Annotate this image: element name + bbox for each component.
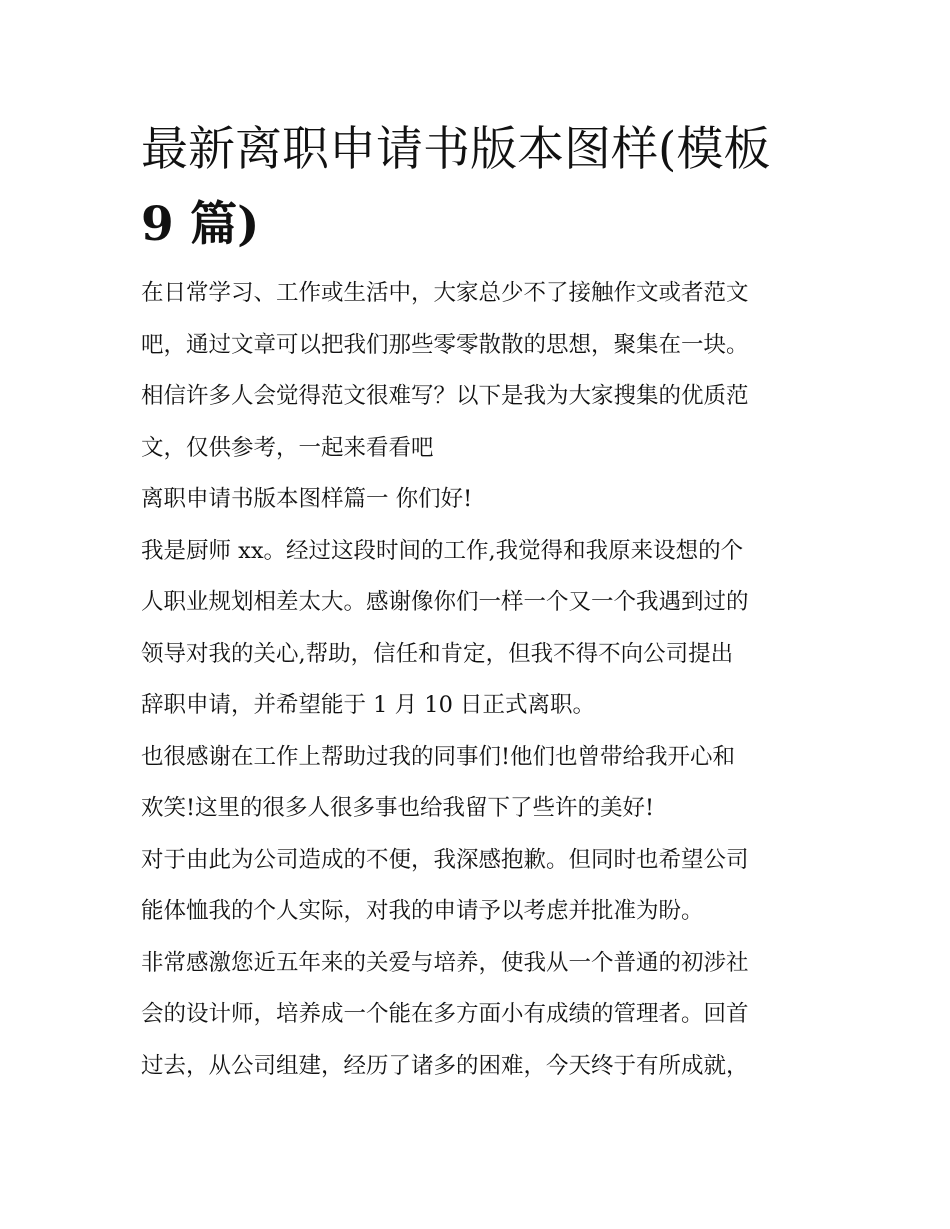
title-line: 9 篇) — [141, 197, 260, 252]
paragraph-intro — [141, 268, 813, 474]
document-body — [141, 112, 813, 1092]
text-line: 欢笑!这里的很多人很多事也给我留下了些许的美好! — [141, 795, 655, 821]
text-line: 相信许多人会觉得范文很难写？以下是我为大家搜集的优质范 — [141, 383, 749, 409]
text-line: 会的设计师，培养成一个能在多方面小有成绩的管理者。回首 — [141, 1001, 749, 1027]
paragraph-body — [141, 526, 813, 732]
text-line: 领导对我的关心,帮助，信任和肯定，但我不得不向公司提出 — [141, 640, 734, 667]
text-line: 对于由此为公司造成的不便，我深感抱歉。但同时也希望公司 — [141, 846, 749, 873]
text-line: 人职业规划相差太大。感谢像你们一样一个又一个我遇到过的 — [141, 589, 749, 615]
paragraph-section-heading — [141, 474, 813, 526]
text-line: 在日常学习、工作或生活中，大家总少不了接触作文或者范文 — [141, 280, 749, 306]
document-title — [141, 112, 813, 262]
text-line: 也很感谢在工作上帮助过我的同事们!他们也曾带给我开心和 — [141, 743, 736, 770]
text-line: 我是厨师 xx。经过这段时间的工作,我觉得和我原来设想的个 — [141, 537, 744, 564]
text-line: 能体恤我的个人实际，对我的申请予以考虑并批准为盼。 — [141, 898, 704, 924]
title-line: 最新离职申请书版本图样(模板 — [141, 122, 771, 177]
paragraph-body — [141, 938, 813, 1093]
paragraph-body — [141, 732, 813, 835]
text-line: 非常感激您近五年来的关爱与培养，使我从一个普通的初涉社 — [141, 949, 749, 976]
text-line: 离职申请书版本图样篇一 你们好! — [141, 486, 473, 512]
paragraph-body — [141, 835, 813, 938]
text-line: 文，仅供参考，一起来看看吧 — [141, 434, 434, 461]
text-line: 吧，通过文章可以把我们那些零零散散的思想，聚集在一块。 — [141, 331, 749, 358]
text-line: 过去，从公司组建，经历了诸多的困难，今天终于有所成就， — [141, 1052, 749, 1079]
text-line: 辞职申请，并希望能于 1 月 10 日正式离职。 — [141, 692, 596, 718]
